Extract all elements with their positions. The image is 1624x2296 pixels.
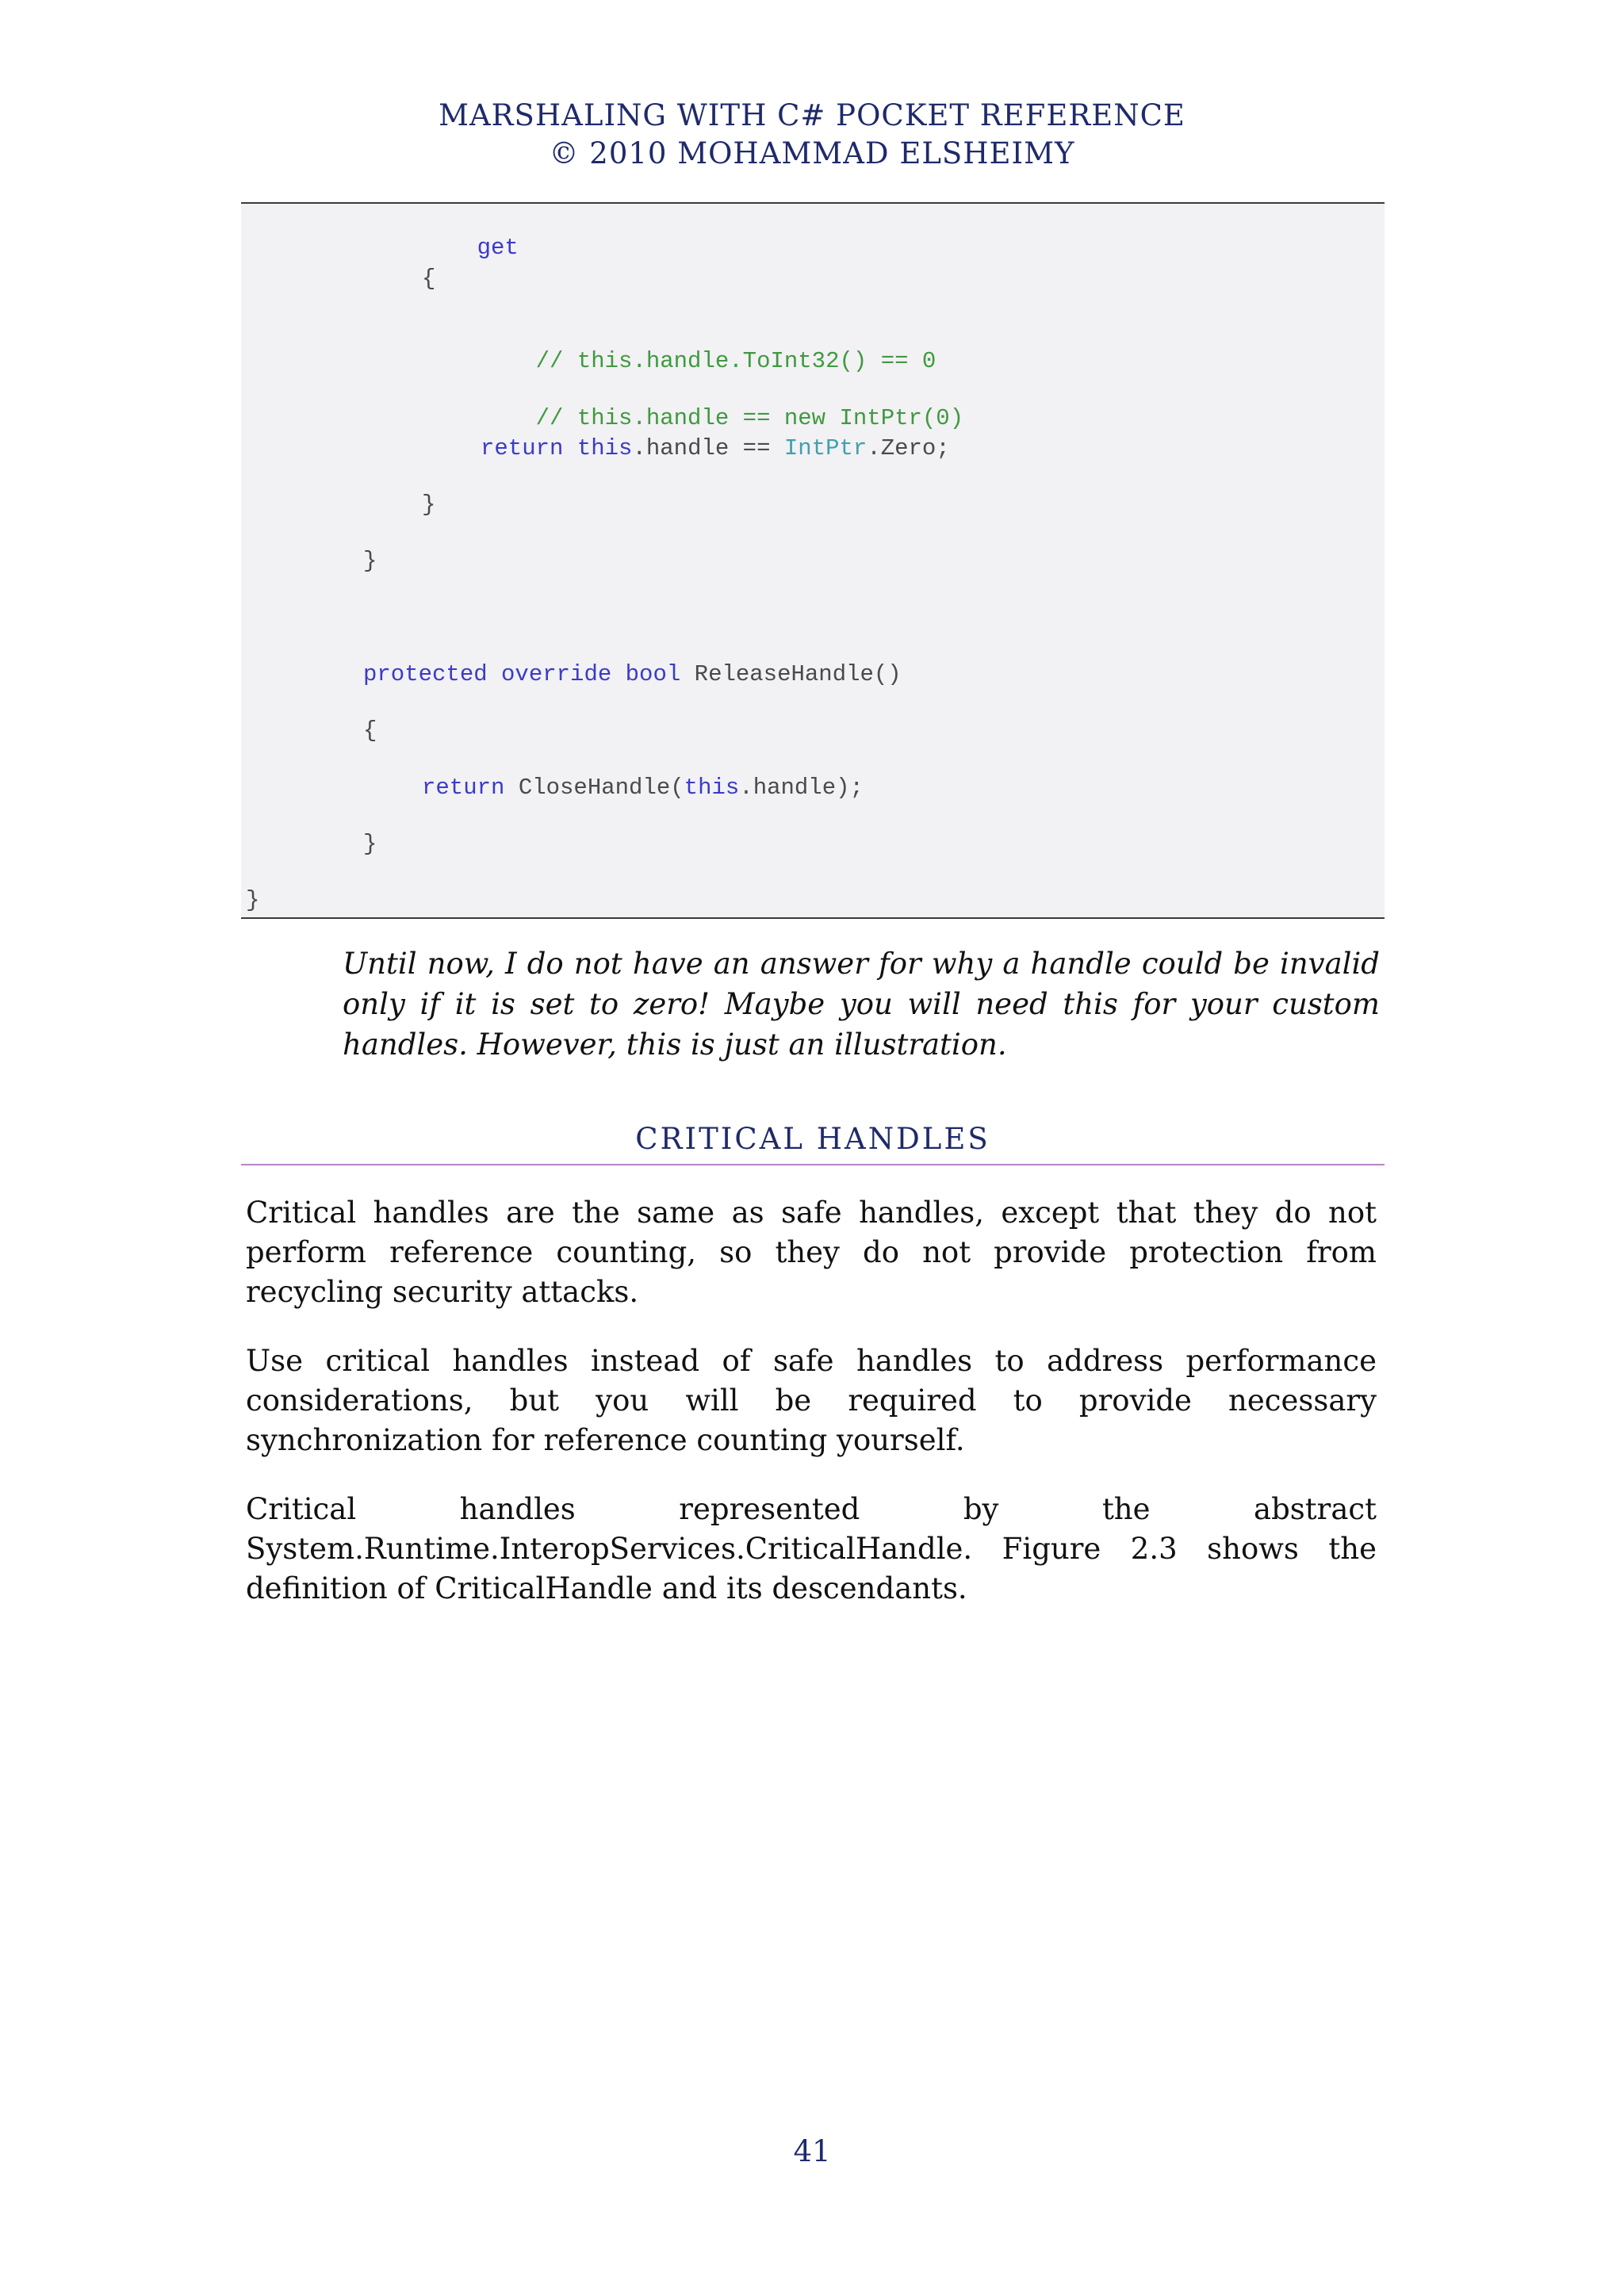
page-number: 41: [793, 2134, 831, 2168]
code-keyword: return: [481, 435, 564, 461]
section-divider: [241, 1164, 1385, 1165]
code-line: }: [363, 831, 377, 857]
header-title: MARSHALING WITH C# POCKET REFERENCE: [439, 98, 1185, 132]
header-copyright: © 2010 MOHAMMAD ELSHEIMY: [549, 136, 1075, 170]
code-keyword: get: [477, 235, 519, 261]
code-line: [363, 661, 902, 687]
code-text: .handle ==: [632, 435, 784, 461]
italic-note: Until now, I do not have an answer for why a handle could be invalid only if it is set to zero! Maybe you will need this for your custom handles. However, this is just an illustration.: [343, 947, 1380, 1062]
code-line: {: [422, 266, 436, 292]
section-heading: CRITICAL HANDLES: [635, 1122, 990, 1156]
paragraph: Critical handles represented by the abstract System.Runtime.InteropServices.CriticalHandle. Figure 2.3 shows the definition of CriticalHandle and its descendants.: [246, 1492, 1377, 1605]
code-type: IntPtr: [783, 435, 868, 461]
code-text: .handle);: [739, 775, 864, 801]
code-block: [241, 202, 1385, 919]
code-line: }: [422, 492, 436, 518]
code-line: }: [246, 887, 260, 913]
code-text: ReleaseHandle(): [680, 661, 902, 687]
code-text: CloseHandle(: [504, 775, 684, 801]
code-line: {: [363, 718, 377, 744]
code-keyword: protected override bool: [363, 661, 681, 687]
code-keyword: this: [684, 775, 740, 801]
code-keyword: return: [422, 775, 505, 801]
code-line: }: [363, 548, 377, 574]
code-line: [422, 775, 864, 801]
code-line: [422, 209, 519, 287]
code-comment: // this.handle.ToInt32() == 0: [535, 348, 936, 374]
code-line: [481, 435, 950, 461]
code-comment: // this.handle == new IntPtr(0): [535, 405, 964, 431]
paragraph: Critical handles are the same as safe handles, except that they do not perform reference counting, so they do not provide protection from recycling security attacks.: [246, 1196, 1377, 1309]
code-text: .Zero;: [867, 435, 950, 461]
paragraph: Use critical handles instead of safe handles to address performance considerations, but you will be required to provide necessary synchronization for reference counting yourself.: [246, 1344, 1377, 1457]
code-keyword: this: [576, 435, 633, 461]
